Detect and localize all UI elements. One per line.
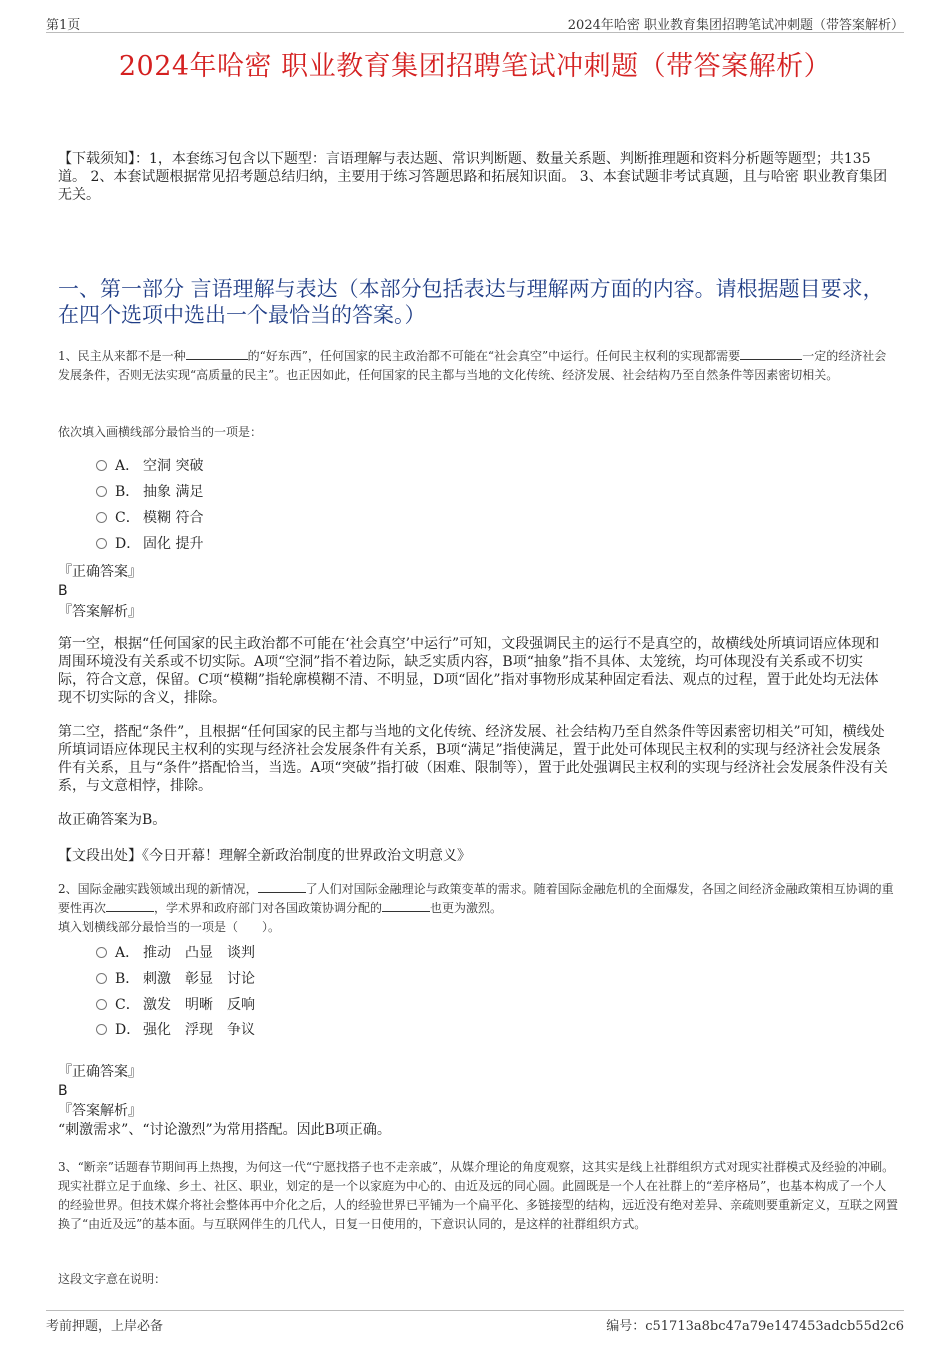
q1-analysis-1: 第一空，根据“任何国家的民主政治都不可能在‘社会真空’中运行”可知，文段强调民主的运行不是真空的，故横线处所填词语应体现和周围环境没有关系或不切实际。A项“空洞”指不着边际，缺乏实质内容，B项“抽象”指不具体、太笼统，均可体现没有关系或不切实际，符合文意，保留。C项“模糊”指轮廓模糊不清、不明显，D项“固化”指对事物形成某种固定看法、观点的过程，置于此处均无法体现不切实际的含义，排除。 xyxy=(58,636,880,706)
q1-answer-label: 『正确答案』 xyxy=(58,564,142,580)
page-header xyxy=(46,14,904,33)
q1-answer: B xyxy=(58,583,68,599)
radio-icon[interactable] xyxy=(96,947,107,958)
q1-option-b[interactable]: B． 抽象 满足 xyxy=(96,482,203,502)
page-title: 2024年哈密 职业教育集团招聘笔试冲刺题（带答案解析） xyxy=(118,51,832,82)
q3-stem: 3、“断亲”话题春节期间再上热搜，为何这一代“宁愿找搭子也不走亲戚”，从媒介理论的角度观察，这其实是线上社群组织方式对现实社群模式及经验的冲刷。现实社群立足于血缘、乡土、社区、职业，划定的是一个以家庭为中心的、由近及远的同心圆。此圆既是一个人在社群上的“差序格局”，也基本构成了一个人的经验世界。但技术媒介将社会整体再中介化之后，人的经验世界已平铺为一个扁平化、多链接型的结构，远近没有绝对差异、亲疏则要重新定义，互联之网置换了“由近及远”的基本面。与互联网伴生的几代人，日复一日使用的，下意识认同的，是这样的社群组织方式。 xyxy=(58,1160,899,1231)
q2-option-c[interactable]: C． 激发 明晰 反响 xyxy=(96,995,255,1015)
page-footer xyxy=(46,1310,904,1333)
q1-conclusion: 故正确答案为B。 xyxy=(58,812,167,828)
radio-icon[interactable] xyxy=(96,538,107,549)
q2-answer: B xyxy=(58,1083,68,1099)
q2-option-b[interactable]: B． 刺激 彰显 讨论 xyxy=(96,969,255,989)
blank-line xyxy=(106,899,154,912)
q2-stem: 2、国际金融实践领域出现的新情况， 了人们对国际金融理论与政策变革的需求。随着国际金融危机的全面爆发，各国之间经济金融政策相互协调的重要性再次 ，学术界和政府部门对各国政策协调分配的 也更为激烈。 xyxy=(58,882,894,915)
radio-icon[interactable] xyxy=(96,1024,107,1035)
radio-icon[interactable] xyxy=(96,973,107,984)
q1-option-d[interactable]: D． 固化 提升 xyxy=(96,534,203,554)
q2-analysis-label: 『答案解析』 xyxy=(58,1103,142,1119)
q2-analysis: “刺激需求”、“讨论激烈”为常用搭配。因此B项正确。 xyxy=(58,1122,391,1138)
radio-icon[interactable] xyxy=(96,512,107,523)
blank-line xyxy=(258,880,306,893)
q1-option-a[interactable]: A． 空洞 突破 xyxy=(96,456,203,476)
radio-icon[interactable] xyxy=(96,486,107,497)
q2-prompt: 填入划横线部分最恰当的一项是（ ）。 xyxy=(58,920,281,934)
page-number: 第1页 xyxy=(46,18,81,33)
header-doc-title: 2024年哈密 职业教育集团招聘笔试冲刺题（带答案解析） xyxy=(567,18,904,33)
q1-stem: 1、民主从来都不是一种 的“好东西”，任何国家的民主政治都不可能在“社会真空”中运行。任何民主权利的实现都需要 一定的经济社会发展条件，否则无法实现“高质量的民主”。也正因如此，任何国家的民主都与当地的文化传统、经济发展、社会结构乃至自然条件等因素密切相关。 xyxy=(58,349,887,382)
blank-line xyxy=(186,347,248,360)
q1-option-c[interactable]: C． 模糊 符合 xyxy=(96,508,203,528)
q1-analysis-label: 『答案解析』 xyxy=(58,604,142,620)
footer-doc-id: 编号：c51713a8bc47a79e147453adcb55d2c6 xyxy=(606,1319,904,1334)
q2-answer-label: 『正确答案』 xyxy=(58,1064,142,1080)
section-heading: 一、第一部分 言语理解与表达（本部分包括表达与理解两方面的内容。请根据题目要求，在四个选项中选出一个最恰当的答案。） xyxy=(58,277,884,327)
blank-line xyxy=(740,347,802,360)
q1-analysis-2: 第二空，搭配“条件”，且根据“任何国家的民主都与当地的文化传统、经济发展、社会结构乃至自然条件等因素密切相关”可知，横线处所填词语应体现民主权利的实现与经济社会发展条件有关系，B项“满足”指使满足，置于此处可体现民主权利的实现与经济社会发展条件有关系，且与“条件”搭配恰当，当选。A项“突破”指打破（困难、限制等），置于此处强调民主权利的实现与经济社会发展条件没有关系，与文意相悖，排除。 xyxy=(58,724,888,794)
radio-icon[interactable] xyxy=(96,999,107,1010)
q2-option-d[interactable]: D． 强化 浮现 争议 xyxy=(96,1020,255,1040)
radio-icon[interactable] xyxy=(96,460,107,471)
q2-option-a[interactable]: A． 推动 凸显 谈判 xyxy=(96,943,255,963)
q3-prompt: 这段文字意在说明： xyxy=(58,1272,167,1286)
q1-source: 【文段出处】《今日开幕！理解全新政治制度的世界政治文明意义》 xyxy=(58,848,471,864)
q1-prompt: 依次填入画横线部分最恰当的一项是： xyxy=(58,425,263,439)
footer-slogan: 考前押题，上岸必备 xyxy=(46,1319,164,1334)
blank-line xyxy=(382,899,430,912)
download-notice: 【下载须知】：1，本套练习包含以下题型：言语理解与表达题、常识判断题、数量关系题、判断推理题和资料分析题等题型；共135道。 2、本套试题根据常见招考题总结归纳，主要用于练习答题思路和拓展知识面。 3、本套试题非考试真题，且与哈密 职业教育集团无关。 xyxy=(58,151,888,203)
